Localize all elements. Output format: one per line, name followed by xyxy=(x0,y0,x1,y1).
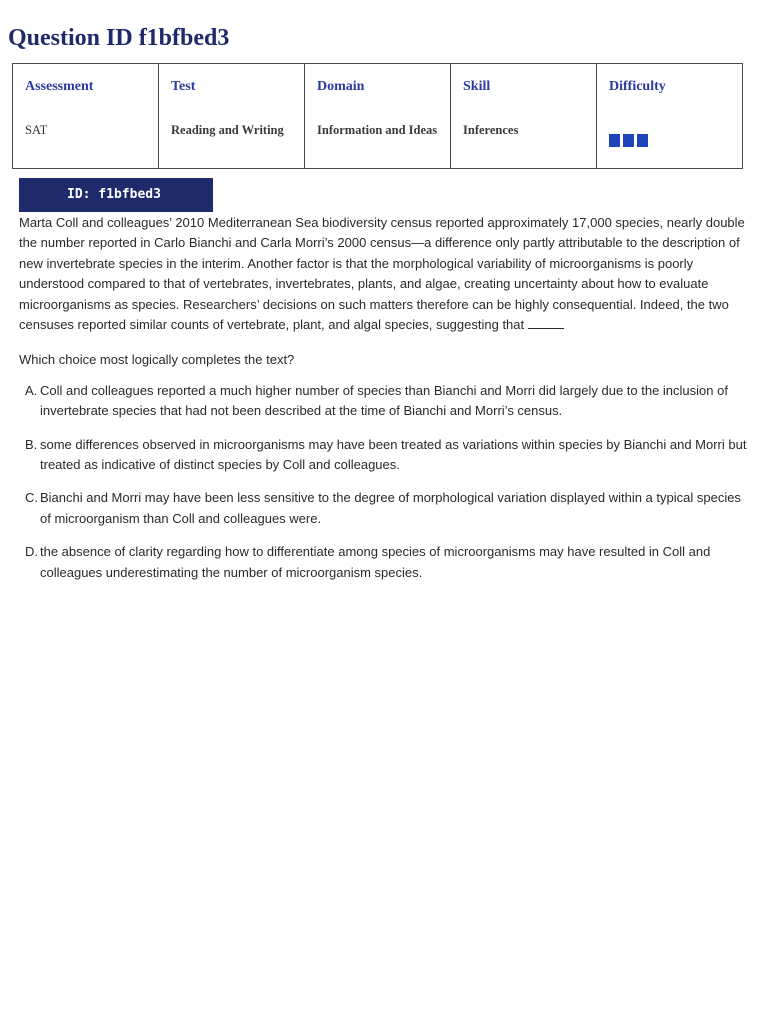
answer-choices xyxy=(19,381,749,583)
choice-text: the absence of clarity regarding how to differentiate among species of microorganisms may have resulted in Coll and colleagues underestimating the number of microorganism species. xyxy=(40,544,711,580)
difficulty-bar xyxy=(623,134,634,147)
choice-letter: B. xyxy=(25,436,38,452)
question-meta-table xyxy=(12,63,743,169)
question-id-badge: ID: f1bfbed3 xyxy=(19,178,213,212)
difficulty-bar xyxy=(609,134,620,147)
test-header: Test xyxy=(171,79,196,94)
meta-cell-skill xyxy=(451,64,597,169)
question-content xyxy=(19,213,749,596)
page-title: Question ID f1bfbed3 xyxy=(8,25,230,51)
meta-cell-test xyxy=(159,64,305,169)
difficulty-indicator xyxy=(609,134,648,147)
difficulty-header: Difficulty xyxy=(609,79,666,94)
domain-value: Information and Ideas xyxy=(317,123,438,137)
skill-value: Inferences xyxy=(463,123,519,137)
choice-a xyxy=(19,381,749,422)
choice-c xyxy=(19,488,749,529)
question-prompt: Which choice most logically completes the text? xyxy=(19,352,295,368)
passage-text: Marta Coll and colleagues’ 2010 Mediterranean Sea biodiversity census reported approximately 17,000 species, nearly double the number reported in Carlo Bianchi and Carla Morri’s 2000 census—a difference only partly attributable to the description of new invertebrate species in the interim. Another factor is that the morphological variability of microorganisms is poorly understood compared to that of vertebrates, invertebrates, plants, and algae, creating uncertainty about how to evaluate microorganisms as species. Researchers’ decisions on such matters therefore can be highly consequential. Indeed, the two censuses reported similar counts of vertebrate, plant, and algal species, suggesting that xyxy=(19,215,745,333)
choice-letter: A. xyxy=(25,382,38,398)
choice-text: Coll and colleagues reported a much higher number of species than Bianchi and Morri did largely due to the inclusion of invertebrate species that had not been described at the time of Bianchi and Morri’s census. xyxy=(40,382,728,419)
domain-header: Domain xyxy=(317,79,365,94)
test-value: Reading and Writing xyxy=(171,123,284,137)
meta-row xyxy=(13,64,743,169)
choice-letter: C. xyxy=(25,490,38,506)
assessment-value: SAT xyxy=(25,123,48,137)
assessment-header: Assessment xyxy=(25,79,94,94)
difficulty-bar xyxy=(637,134,648,147)
meta-cell-difficulty xyxy=(597,64,743,169)
skill-header: Skill xyxy=(463,79,491,94)
choice-text: Bianchi and Morri may have been less sensitive to the degree of morphological variation displayed within a typical species of microorganism than Coll and colleagues were. xyxy=(40,490,741,526)
choice-d xyxy=(19,542,749,583)
answer-blank xyxy=(528,316,564,329)
choice-text: some differences observed in microorganisms may have been treated as variations within species by Bianchi and Morri but treated as indicative of distinct species by Coll and colleagues. xyxy=(40,436,747,473)
meta-cell-assessment xyxy=(13,64,159,169)
choice-b xyxy=(19,435,749,476)
meta-cell-domain xyxy=(305,64,451,169)
choice-letter: D. xyxy=(25,544,38,560)
passage xyxy=(19,213,749,335)
